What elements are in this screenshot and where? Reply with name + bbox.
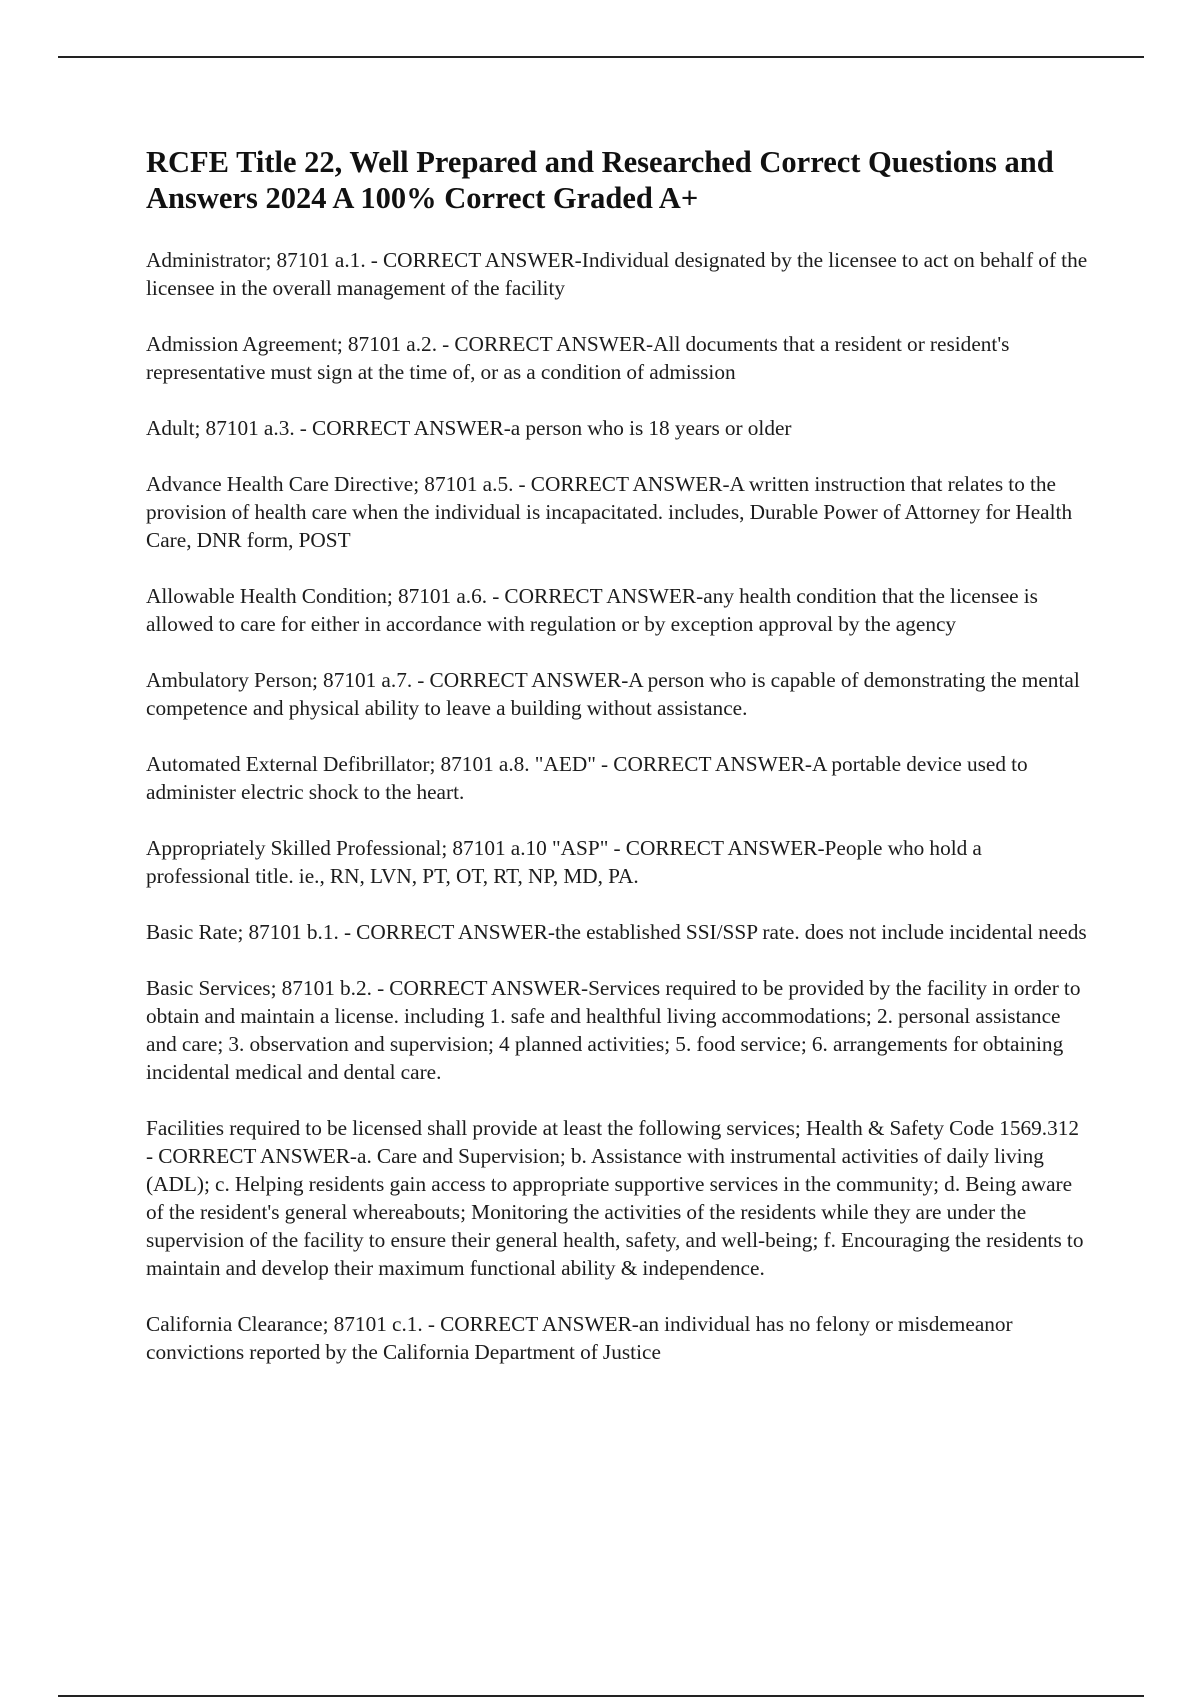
qa-entry: Basic Rate; 87101 b.1. - CORRECT ANSWER-the established SSI/SSP rate. does not include incidental needs — [146, 920, 1087, 944]
qa-entry: Basic Services; 87101 b.2. - CORRECT ANSWER-Services required to be provided by the facility in order to obtain and maintain a license. including 1. safe and healthful living accommodations; 2. personal assistance and care; 3. observation and supervision; 4 planned activities; 5. food service; 6. arrangements for obtaining incidental medical and dental care. — [146, 976, 1081, 1084]
qa-entry: Administrator; 87101 a.1. - CORRECT ANSWER-Individual designated by the licensee to act on behalf of the licensee in the overall management of the facility — [146, 248, 1088, 300]
qa-entry: Advance Health Care Directive; 87101 a.5. - CORRECT ANSWER-A written instruction that relates to the provision of health care when the individual is incapacitated. includes, Durable Power of Attorney for Health Care, DNR form, POST — [146, 472, 1073, 552]
document-body — [146, 144, 1090, 1394]
qa-entry: California Clearance; 87101 c.1. - CORRECT ANSWER-an individual has no felony or misdemeanor convictions reported by the California Department of Justice — [146, 1312, 1013, 1364]
qa-entry: Adult; 87101 a.3. - CORRECT ANSWER-a person who is 18 years or older — [146, 416, 792, 440]
qa-entry: Appropriately Skilled Professional; 87101 a.10 "ASP" - CORRECT ANSWER-People who hold a professional title. ie., RN, LVN, PT, OT, RT, NP, MD, PA. — [146, 836, 982, 888]
qa-entry: Automated External Defibrillator; 87101 a.8. "AED" - CORRECT ANSWER-A portable device used to administer electric shock to the heart. — [146, 752, 1028, 804]
document-title: RCFE Title 22, Well Prepared and Researched Correct Questions and Answers 2024 A 100% Correct Graded A+ — [146, 145, 1054, 215]
qa-entry: Ambulatory Person; 87101 a.7. - CORRECT ANSWER-A person who is capable of demonstrating the mental competence and physical ability to leave a building without assistance. — [146, 668, 1080, 720]
footer-rule — [58, 1695, 1144, 1697]
qa-entry: Facilities required to be licensed shall provide at least the following services; Health & Safety Code 1569.312 - CORRECT ANSWER-a. Care and Supervision; b. Assistance with instrumental activities of daily living (ADL); c. Helping residents gain access to appropriate supportive services in the community; d. Being aware of the resident's general whereabouts; Monitoring the activities of the residents while they are under the supervision of the facility to ensure their general health, safety, and well-being; f. Encouraging the residents to maintain and develop their maximum functional ability & independence. — [146, 1116, 1084, 1280]
header-rule — [58, 56, 1144, 58]
qa-entry: Admission Agreement; 87101 a.2. - CORRECT ANSWER-All documents that a resident or resident's representative must sign at the time of, or as a condition of admission — [146, 332, 1010, 384]
qa-entry: Allowable Health Condition; 87101 a.6. - CORRECT ANSWER-any health condition that the licensee is allowed to care for either in accordance with regulation or by exception approval by the agency — [146, 584, 1038, 636]
